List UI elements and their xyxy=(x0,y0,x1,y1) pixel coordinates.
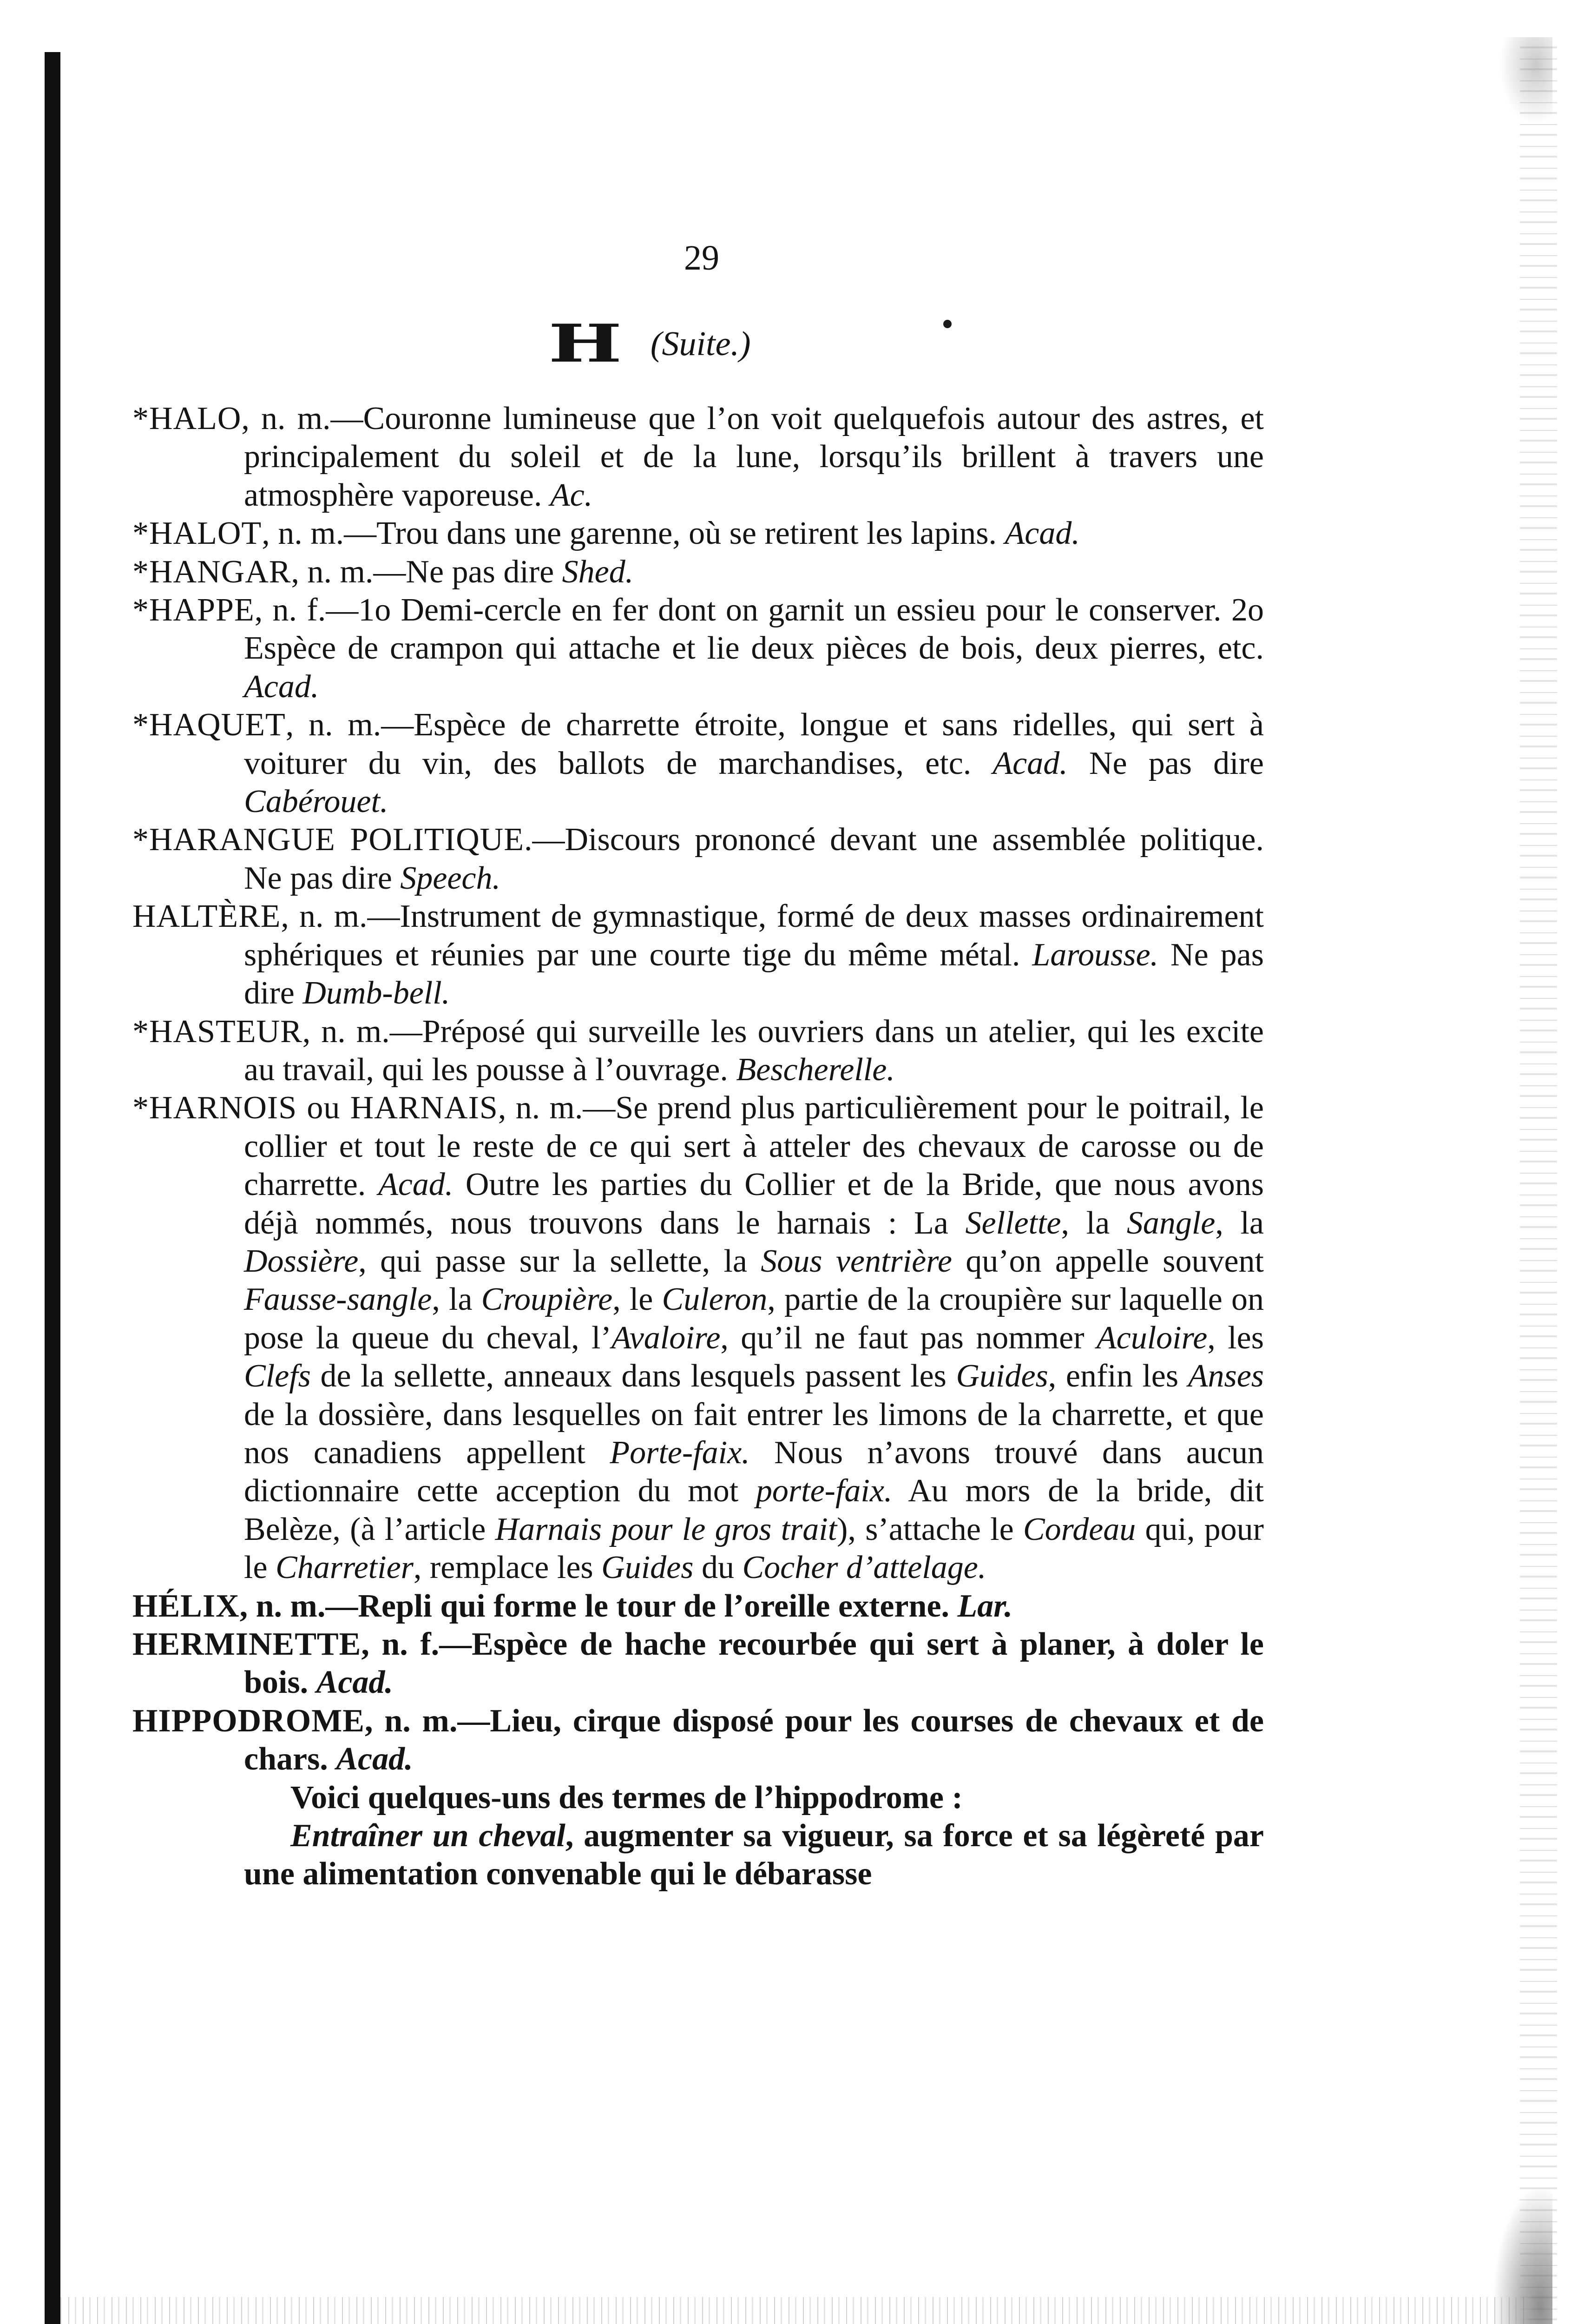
italic-term: Sangle xyxy=(1126,1205,1216,1241)
entry-text: , qui passe sur la sellette, la xyxy=(358,1243,761,1279)
italic-term: Guides xyxy=(601,1550,694,1586)
dictionary-entry xyxy=(132,1625,1264,1702)
entry-text: , la xyxy=(1215,1205,1264,1241)
italic-term: Avaloire xyxy=(611,1320,721,1356)
dictionary-entry xyxy=(132,400,1264,515)
italic-term: Cabérouet. xyxy=(244,784,388,820)
entry-text: , n. m.—Lieu, cirque disposé pour les courses de chevaux et de chars. xyxy=(244,1703,1264,1777)
entry-text: , remplace les xyxy=(413,1550,602,1586)
ink-speck xyxy=(943,320,952,328)
italic-term: Anses xyxy=(1188,1358,1264,1394)
entry-headword: *HALO xyxy=(132,401,242,436)
italic-term: Sellette xyxy=(965,1205,1061,1241)
dictionary-entry xyxy=(132,898,1264,1012)
italic-term: Lar. xyxy=(957,1588,1013,1624)
italic-term: Bescherelle. xyxy=(736,1051,895,1088)
dictionary-entry xyxy=(132,821,1264,898)
dictionary-entry xyxy=(132,706,1264,821)
entry-text: , les xyxy=(1207,1320,1264,1356)
entry-text: ), s’attache le xyxy=(837,1511,1023,1547)
italic-term: Larousse. xyxy=(1032,937,1159,973)
italic-term: Speech. xyxy=(400,860,500,896)
entry-text: , qu’il ne faut pas nommer xyxy=(720,1320,1097,1356)
entry-headword: *HALOT xyxy=(132,515,262,552)
italic-term: Acad. xyxy=(244,668,319,705)
italic-term: Croupière xyxy=(481,1281,613,1318)
italic-term: Acad. xyxy=(993,745,1068,781)
entry-headword: HIPPODROME xyxy=(132,1703,365,1739)
dictionary-entry xyxy=(132,515,1264,553)
entry-headword: *HANGAR xyxy=(132,554,291,590)
entry-text: , enfin les xyxy=(1048,1358,1188,1394)
entry-text: , n. m.—Espèce de charrette étroite, longue et sans ridelles, qui sert à voiturer du vin, des ballots de marchandises, etc. xyxy=(244,707,1264,781)
entry-text: , la xyxy=(432,1281,481,1318)
entry-text: Au mors de la bride, dit Belèze, (à l’article xyxy=(244,1473,1264,1547)
entry-headword: *HAPPE xyxy=(132,592,255,628)
entry-headword: HÉLIX xyxy=(132,1588,240,1624)
entry-text: , n. f.—1o Demi-cercle en fer dont on garnit un essieu pour le conserver. 2o Espèce de crampon qui attache et lie deux pièces de bois, deux pierres, etc. xyxy=(244,592,1264,667)
italic-term: Entraîner un cheval xyxy=(290,1818,565,1854)
scan-bottom-edge xyxy=(60,2297,1529,2324)
entry-headword: *HARNOIS ou HARNAIS xyxy=(132,1090,498,1126)
italic-term: Harnais pour le gros trait xyxy=(495,1511,837,1547)
entry-text: , n. m.—Trou dans une garenne, où se retirent les lapins. xyxy=(262,515,1005,552)
scan-corner-smudge-top xyxy=(1497,37,1552,130)
entry-text: , n. m.—Repli qui forme le tour de l’oreille externe. xyxy=(239,1588,958,1624)
italic-term: Culeron xyxy=(662,1281,768,1318)
scan-corner-smudge xyxy=(1492,2185,1552,2324)
italic-term: Clefs xyxy=(244,1358,311,1394)
dictionary-entry xyxy=(132,1702,1264,1779)
italic-term: Porte-faix. xyxy=(610,1434,750,1471)
italic-term: Acad. xyxy=(316,1664,393,1701)
section-suffix: (Suite.) xyxy=(650,324,751,363)
italic-term: Sous ventrière xyxy=(761,1243,952,1279)
paragraph xyxy=(132,1779,1264,1817)
italic-term: Dumb-bell. xyxy=(302,975,450,1011)
italic-term: porte-faix. xyxy=(756,1473,893,1509)
entry-text: qui, pour le xyxy=(244,1511,1264,1586)
entry-headword: HERMINETTE xyxy=(132,1626,362,1662)
italic-term: Acad. xyxy=(1005,515,1080,552)
dictionary-entry xyxy=(132,1587,1264,1625)
page-number: 29 xyxy=(684,238,719,277)
italic-term: Charretier xyxy=(276,1550,414,1586)
entry-text: du xyxy=(693,1550,743,1586)
italic-term: Aculoire xyxy=(1096,1320,1208,1356)
entry-text: de la dossière, dans lesquelles on fait entrer les limons de la charrette, et que nos canadiens appellent xyxy=(244,1396,1264,1471)
dictionary-entries xyxy=(132,400,1264,1894)
entry-text: , n. m.—Se prend plus particulièrement pour le poitrail, le collier et tout le reste de ce qui sert à atteler des chevaux de carosse ou de charrette. xyxy=(244,1090,1264,1203)
italic-term: Dossière xyxy=(244,1243,359,1279)
italic-term: Guides xyxy=(956,1358,1048,1394)
section-letter: H xyxy=(548,313,625,374)
section-heading xyxy=(548,313,751,374)
entry-text: , n. f.—Espèce de hache recourbée qui sert à planer, à doler le bois. xyxy=(244,1626,1264,1701)
italic-term: Shed. xyxy=(562,554,634,590)
entry-text: , la xyxy=(1061,1205,1127,1241)
paragraph xyxy=(132,1817,1264,1894)
dictionary-entry xyxy=(132,1013,1264,1089)
entry-text: qu’on appelle souvent xyxy=(952,1243,1264,1279)
entry-text: de la sellette, anneaux dans lesquels passent les xyxy=(310,1358,956,1394)
dictionary-entry xyxy=(132,591,1264,706)
italic-term: Cocher d’attelage. xyxy=(742,1550,986,1586)
scan-right-edge xyxy=(1520,46,1557,2324)
entry-headword: *HARANGUE POLITIQUE xyxy=(132,822,524,858)
entry-text: Ne pas dire xyxy=(1067,745,1264,781)
italic-term: Acad. xyxy=(336,1741,413,1777)
entry-text: , n. m.—Couronne lumineuse que l’on voit quelquefois autour des astres, et principalement du soleil et de la lune, lorsqu’ils brillent à travers une atmosphère vaporeuse. xyxy=(241,401,1264,513)
italic-term: Ac. xyxy=(550,477,593,513)
entry-headword: *HAQUET xyxy=(132,707,286,743)
entry-text: Ne pas dire xyxy=(244,937,1264,1011)
entry-text: Voici quelques-uns des termes de l’hippodrome : xyxy=(290,1779,963,1816)
entry-text: Outre les parties du Collier et de la Bride, que nous avons déjà nommés, nous trouvons dans le harnais : La xyxy=(244,1167,1264,1241)
italic-term: Acad. xyxy=(378,1167,454,1203)
italic-term: Cordeau xyxy=(1023,1511,1136,1547)
entry-text: , partie de la croupière sur laquelle on pose la queue du cheval, l’ xyxy=(244,1281,1264,1356)
entry-headword: HALTÈRE xyxy=(132,898,281,935)
dictionary-entry xyxy=(132,553,1264,591)
entry-text: , le xyxy=(612,1281,662,1318)
italic-term: Fausse-sangle xyxy=(244,1281,432,1318)
dictionary-entry xyxy=(132,1089,1264,1587)
entry-text: .—Discours prononcé devant une assemblée politique. Ne pas dire xyxy=(244,822,1264,896)
scan-binding-edge xyxy=(45,52,60,2324)
entry-text: Nous n’avons trouvé dans aucun dictionnaire cette acception du mot xyxy=(244,1434,1264,1509)
entry-headword: *HASTEUR xyxy=(132,1013,302,1050)
entry-text: , n. m.—Instrument de gymnastique, formé de deux masses ordinairement sphériques et réunies par une courte tige du même métal. xyxy=(244,898,1264,973)
entry-text: , augmenter sa vigueur, sa force et sa légèreté par une alimentation convenable qui le débarasse xyxy=(244,1818,1264,1892)
entry-text: , n. m.—Ne pas dire xyxy=(291,554,562,590)
entry-text: , n. m.—Préposé qui surveille les ouvriers dans un atelier, qui les excite au travail, qui les pousse à l’ouvrage. xyxy=(244,1013,1264,1088)
